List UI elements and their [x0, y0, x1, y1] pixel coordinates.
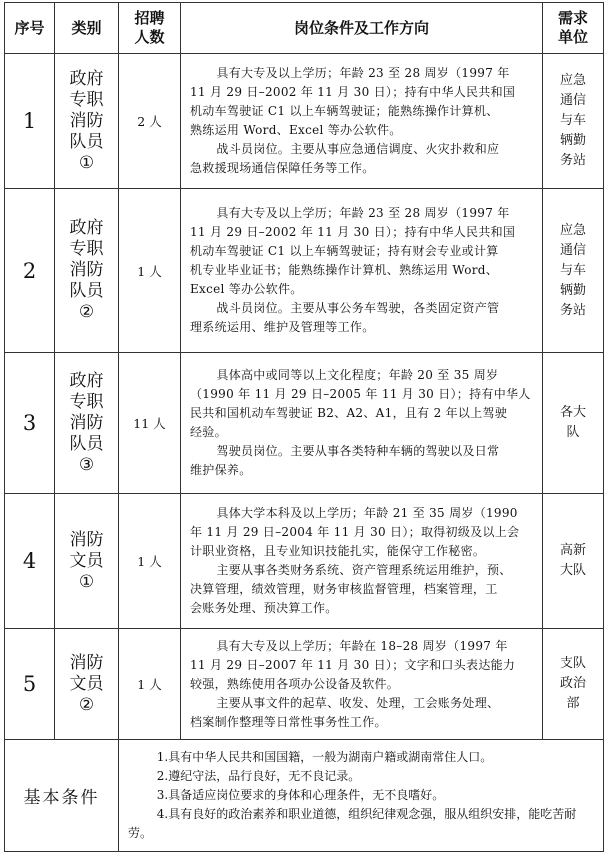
row-count: 1 人 [119, 629, 181, 740]
unit-line: 通信 [559, 93, 586, 108]
category-line: ② [78, 694, 95, 715]
row-category [55, 353, 119, 494]
row-count: 1 人 [119, 189, 181, 353]
row-count: 1 人 [119, 494, 181, 629]
row-number: 4 [5, 494, 55, 629]
row-conditions [181, 54, 543, 189]
unit-line: 务站 [559, 302, 586, 318]
basic-conditions-label: 基本条件 [5, 740, 119, 852]
unit-line: 辆勤 [559, 133, 586, 148]
row-conditions [181, 353, 543, 494]
requirement-text: 具体大学本科及以上学历；年龄 21 至 35 周岁（1990 年 11 月 29 日–2004 年 11 月 30 日）；取得初级及以上会 计职业资格，且专业知识技能扎实，能保守工作秘密。 [190, 506, 520, 558]
row-category [55, 494, 119, 629]
basic-condition-item: 3.具备适应岗位要求的身体和心理条件，无不良嗜好。 [156, 788, 445, 802]
category-line: ① [78, 152, 95, 173]
requirement-text: 具体高中或同等以上文化程度；年龄 20 至 35 周岁 （1990 年 11 月 29 日–2005 年 11 月 30 日）；持有中华人 民共和国机动车驾驶证 B2、A2、A1，且有 2 年以上驾驶 经验。 [190, 368, 531, 439]
basic-condition-item: 1.具有中华人民共和国国籍，一般为湖南户籍或湖南常住人口。 [156, 750, 493, 764]
row-unit [543, 189, 604, 353]
category-line: ③ [78, 454, 95, 475]
unit-line: 高新 [559, 543, 586, 558]
table-row [5, 629, 604, 740]
table-row [5, 494, 604, 629]
category-line: 消防 [69, 260, 104, 280]
header-row [5, 3, 604, 54]
unit-line: 务站 [559, 153, 586, 168]
category-line: 消防 [69, 412, 104, 433]
unit-line: 部 [566, 696, 580, 711]
category-line: 消防 [69, 529, 104, 550]
row-conditions [181, 189, 543, 353]
category-line: 政府 [69, 218, 104, 238]
category-line: 队员 [69, 433, 104, 454]
row-conditions [181, 494, 543, 629]
row-category [55, 189, 119, 353]
category-line: 政府 [69, 370, 104, 391]
requirement-text: 具有大专及以上学历；年龄在 18–28 周岁（1997 年 11 月 29 日–2007 年 11 月 30 日）；文字和口头表达能力 较强，熟练使用各项办公设备及软件。 [190, 638, 516, 691]
header-unit-line2: 单位 [557, 28, 588, 46]
category-line: ② [78, 302, 95, 322]
category-line: 消防 [69, 110, 104, 131]
category-line: 政府 [69, 68, 104, 89]
requirement-text: 具有大专及以上学历；年龄 23 至 28 周岁（1997 年 11 月 29 日–2002 年 11 月 30 日）；持有中华人民共和国 机动车驾驶证 C1 以上车辆驾驶证；能熟练操作计算机、 熟练运用 Word、Excel 等办公软件。 [190, 66, 516, 137]
recruitment-table [4, 2, 604, 852]
category-line: 队员 [69, 281, 104, 301]
header-count-line1: 招聘 [134, 9, 165, 27]
table-row [5, 353, 604, 494]
row-unit [543, 494, 604, 629]
row-count: 2 人 [119, 54, 181, 189]
header-count [119, 3, 181, 54]
basic-conditions-row [5, 740, 604, 852]
row-number: 1 [5, 54, 55, 189]
row-unit [543, 353, 604, 494]
category-line: 文员 [69, 550, 104, 571]
header-conditions: 岗位条件及工作方向 [181, 3, 543, 54]
header-no: 序号 [5, 3, 55, 54]
row-conditions [181, 629, 543, 740]
table-row [5, 54, 604, 189]
category-line: 专职 [69, 391, 104, 412]
row-unit [543, 54, 604, 189]
category-line: 专职 [69, 89, 104, 110]
unit-line: 政治 [559, 676, 586, 691]
table-row [5, 189, 604, 353]
row-number: 3 [5, 353, 55, 494]
basic-condition-item: 4.具有良好的政治素养和职业道德，组织纪律观念强，服从组织安排，能吃苦耐劳。 [128, 807, 577, 840]
row-unit [543, 629, 604, 740]
row-category [55, 629, 119, 740]
unit-line: 应急 [559, 222, 586, 238]
unit-line: 辆勤 [559, 282, 586, 298]
unit-line: 大队 [559, 563, 586, 578]
unit-line: 队 [566, 425, 580, 440]
requirement-text: 具有大专及以上学历；年龄 23 至 28 周岁（1997 年 11 月 29 日–2002 年 11 月 30 日）；持有中华人民共和国 机动车驾驶证 C1 以上车辆驾驶证；持有财会专业或计算 机专业毕业证书；能熟练操作计算机、熟练运用 Word、 Excel 等办公软件。 [190, 206, 516, 296]
duty-text: 驾驶员岗位。主要从事各类特种车辆的驾驶以及日常 维护保养。 [190, 444, 500, 477]
unit-line: 各大 [559, 405, 586, 420]
basic-condition-item: 2.遵纪守法，品行良好，无不良记录。 [156, 769, 361, 783]
category-line: 队员 [69, 131, 104, 152]
header-unit [543, 3, 604, 54]
header-unit-line1: 需求 [557, 9, 588, 27]
header-category: 类别 [55, 3, 119, 54]
category-line: 专职 [69, 239, 104, 259]
unit-line: 与车 [559, 113, 586, 128]
duty-text: 战斗员岗位。主要从事公务车驾驶，各类固定资产管 理系统运用、维护及管理等工作。 [190, 301, 500, 334]
row-number: 2 [5, 189, 55, 353]
basic-conditions-list [119, 740, 604, 852]
category-line: 消防 [69, 652, 104, 673]
duty-text: 主要从事各类财务系统、资产管理系统运用维护，预、 决算管理，绩效管理，财务审核监督管理，档案管理，工 会账务处理、预决算工作。 [190, 563, 512, 615]
unit-line: 支队 [559, 656, 586, 671]
row-category [55, 54, 119, 189]
unit-line: 应急 [559, 73, 586, 88]
unit-line: 与车 [559, 262, 586, 278]
row-number: 5 [5, 629, 55, 740]
duty-text: 主要从事文件的起草、收发、处理，工会账务处理、 档案制作整理等日常性事务性工作。 [190, 695, 500, 729]
category-line: ① [78, 571, 95, 592]
duty-text: 战斗员岗位。主要从事应急通信调度、火灾扑救和应 急救援现场通信保障任务等工作。 [190, 142, 500, 175]
category-line: 文员 [69, 673, 104, 694]
header-count-line2: 人数 [134, 28, 165, 46]
row-count: 11 人 [119, 353, 181, 494]
unit-line: 通信 [559, 242, 586, 258]
